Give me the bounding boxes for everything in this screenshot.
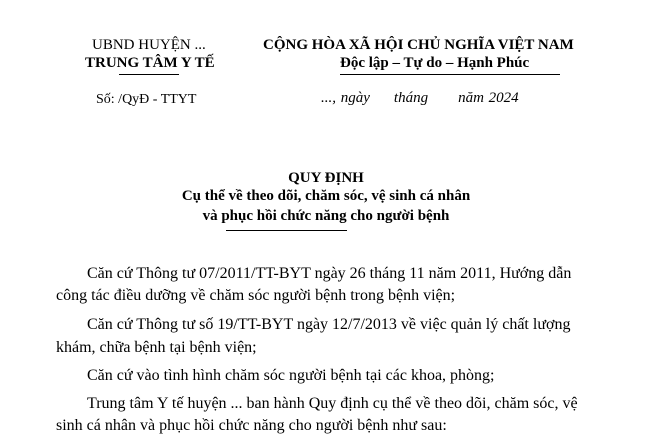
title-underline <box>226 230 347 231</box>
organization-name: UBND HUYỆN ... <box>92 37 206 53</box>
paragraph-1-line-1: Căn cứ Thông tư 07/2011/TT-BYT ngày 26 tháng 11 năm 2011, Hướng dẫn <box>87 265 572 282</box>
motto-underline <box>340 74 560 75</box>
national-motto: Độc lập – Tự do – Hạnh Phúc <box>340 55 530 71</box>
department-underline <box>119 74 179 75</box>
date-place: ..., ngày <box>321 90 370 106</box>
paragraph-4-line-1: Trung tâm Y tế huyện ... ban hành Quy định cụ thể về theo dõi, chăm sóc, vệ <box>87 395 578 412</box>
document-number: Số: /QyĐ - TTYT <box>96 92 197 107</box>
paragraph-1-line-2: công tác điều dưỡng về chăm sóc người bệnh trong bệnh viện; <box>56 287 456 304</box>
national-title: CỘNG HÒA XÃ HỘI CHỦ NGHĨA VIỆT NAM <box>263 37 574 53</box>
date-month: tháng <box>393 90 429 106</box>
paragraph-3-line-1: Căn cứ vào tình hình chăm sóc người bệnh tại các khoa, phòng; <box>87 367 495 384</box>
document-title: QUY ĐỊNH <box>288 170 364 186</box>
date-year: năm 2024 <box>458 90 519 106</box>
document-subtitle-line2: và phục hồi chức năng cho người bệnh <box>202 208 450 224</box>
paragraph-2-line-2: khám, chữa bệnh tại bệnh viện; <box>56 339 257 356</box>
paragraph-2-line-1: Căn cứ Thông tư số 19/TT-BYT ngày 12/7/2013 về việc quản lý chất lượng <box>87 316 571 333</box>
paragraph-4-line-2: sinh cá nhân và phục hồi chức năng cho người bệnh như sau: <box>56 417 447 434</box>
document-subtitle-line1: Cụ thể về theo dõi, chăm sóc, vệ sinh cá nhân <box>181 188 471 204</box>
department-name: TRUNG TÂM Y TẾ <box>85 55 215 71</box>
issue-date <box>321 90 519 107</box>
